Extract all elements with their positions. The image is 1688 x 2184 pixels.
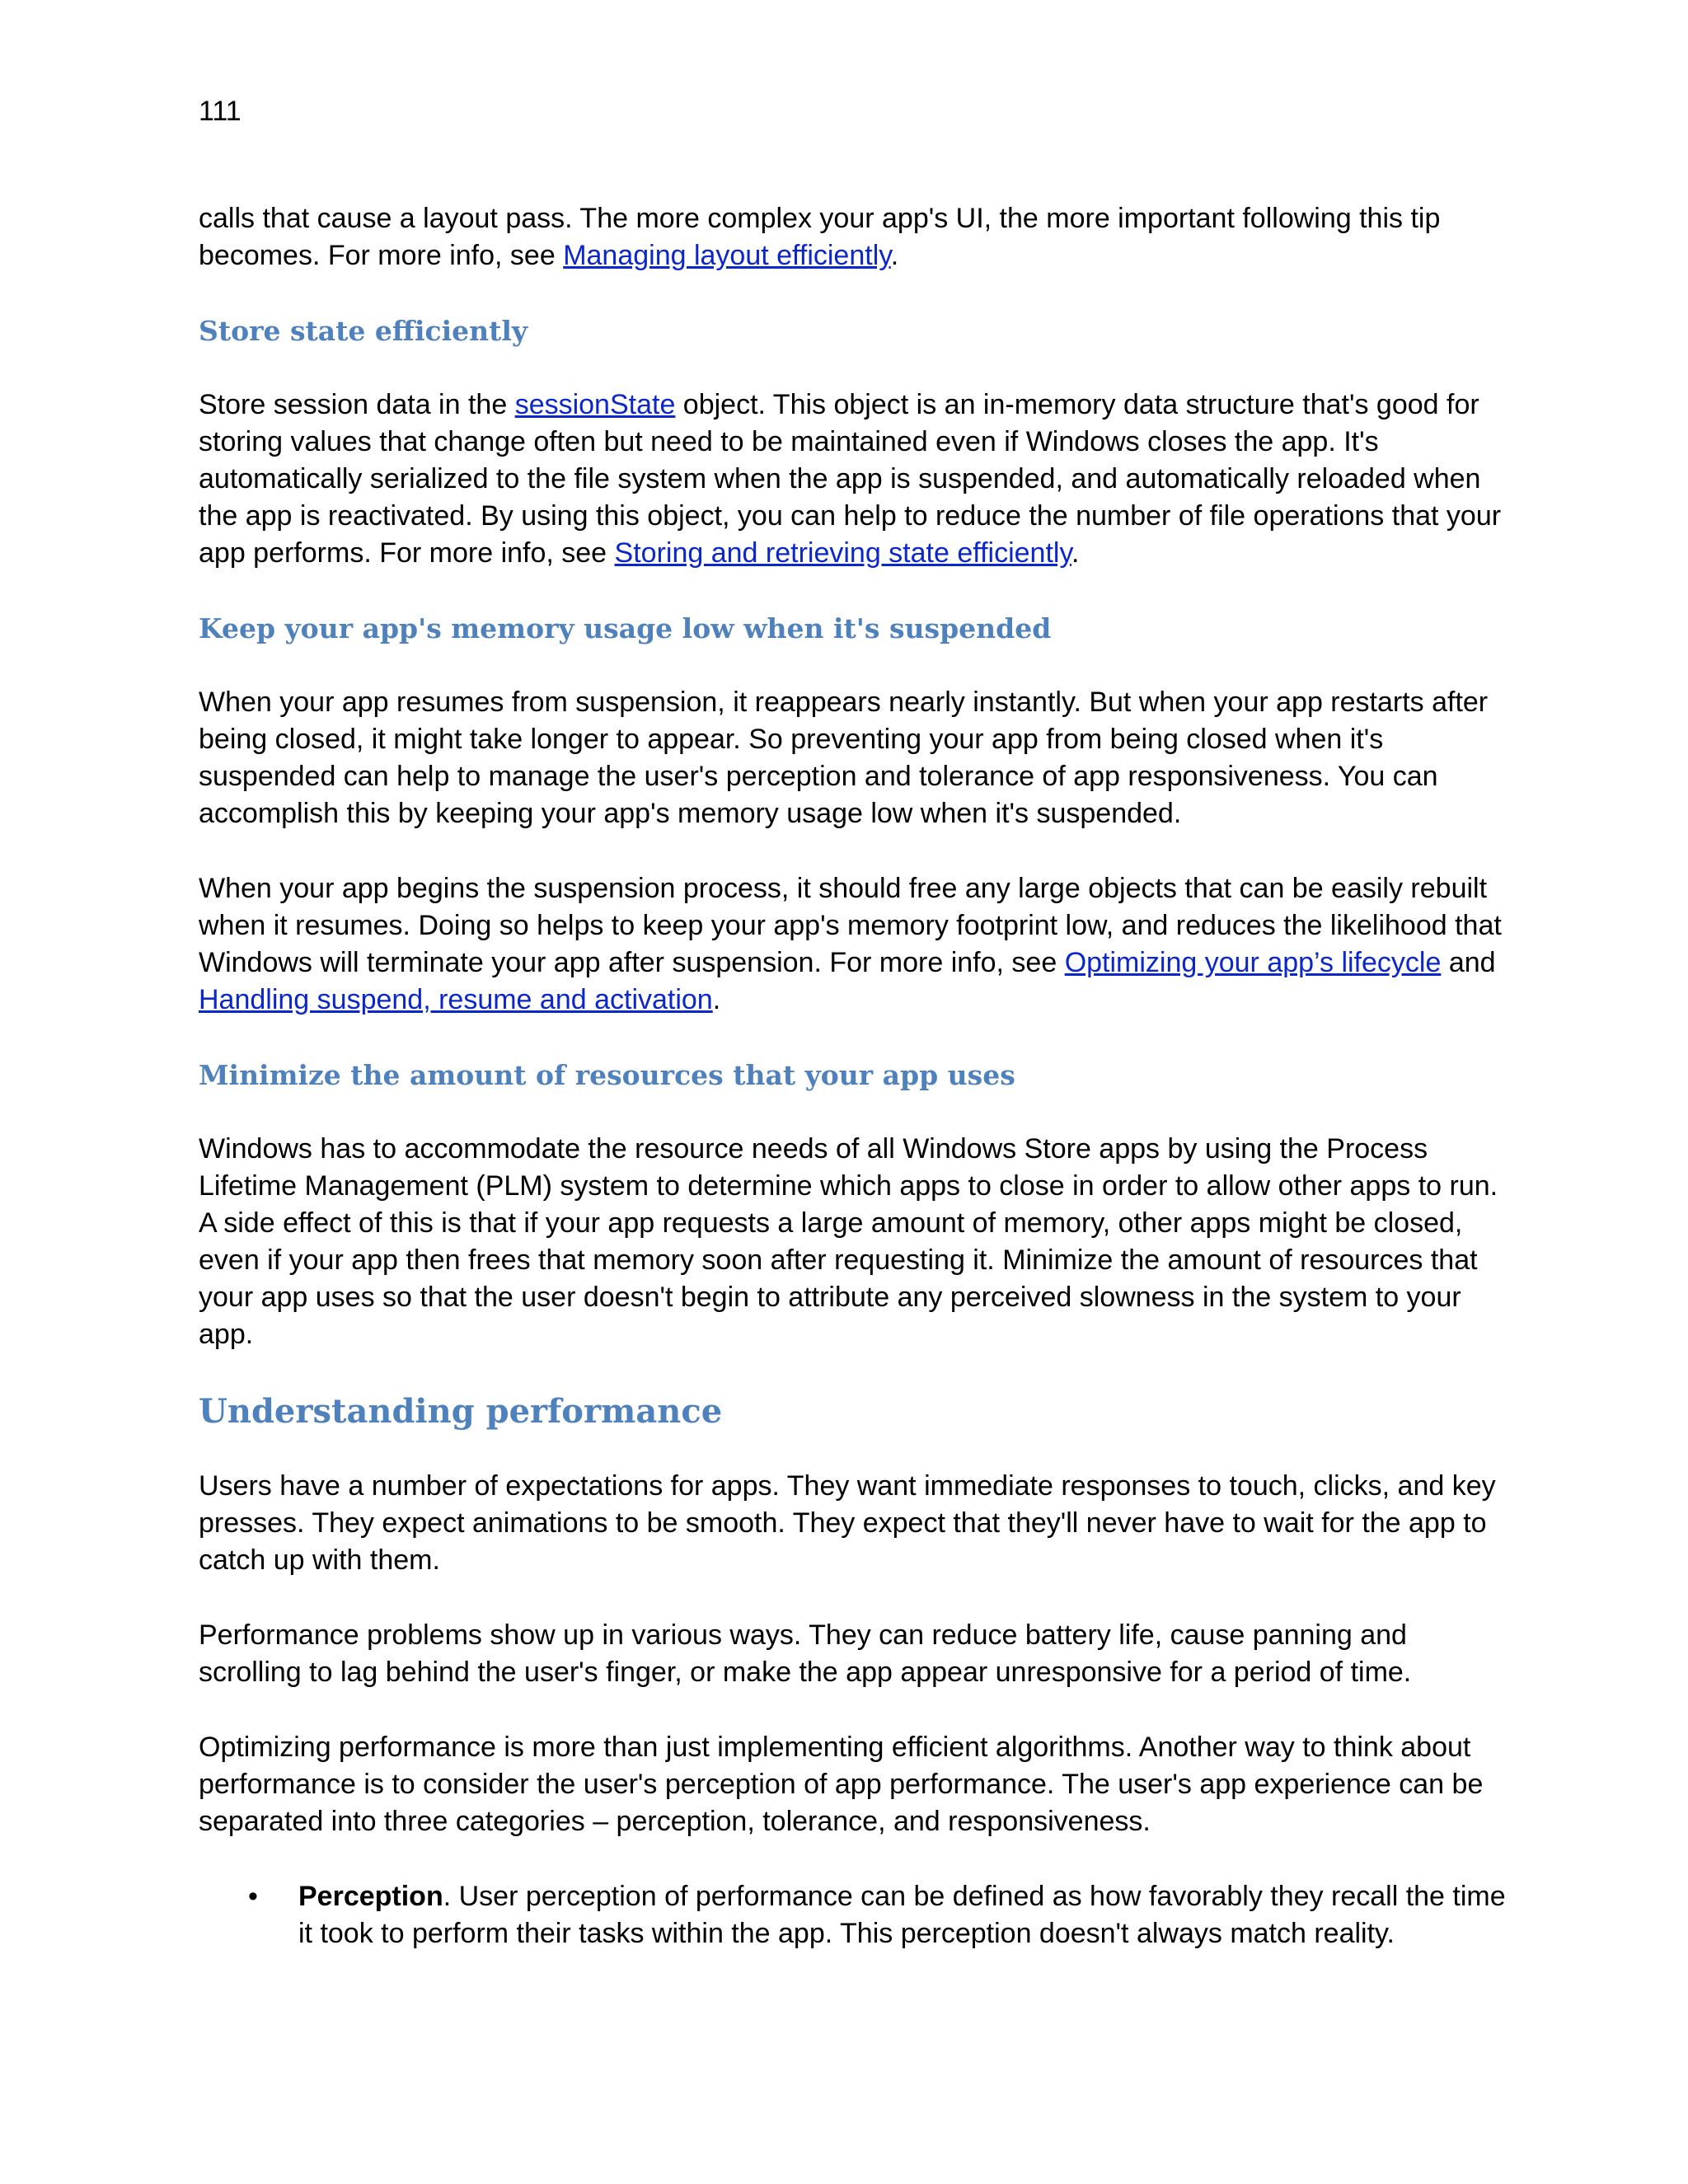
paragraph-text: .: [890, 240, 899, 271]
paragraph-text: and: [1441, 947, 1496, 978]
paragraph-understanding-3: Optimizing performance is more than just implementing efficient algorithms. Another way to think about performance is to consider the user's perception of app performance. The user's app experience can be separated into three categories – perception, tolerance, and responsiveness.: [199, 1732, 1484, 1837]
paragraph-store-state: [199, 387, 1517, 572]
paragraph-text: .: [712, 984, 721, 1015]
paragraph-understanding-1: Users have a number of expectations for apps. They want immediate responses to touch, clicks, and key presses. They expect animations to be smooth. They expect that they'll never have to wait for the app to catch up with them.: [199, 1470, 1496, 1576]
paragraph-text: Store session data in the: [199, 389, 515, 420]
page-number: 111: [199, 96, 241, 127]
paragraph-text: calls that cause a layout pass. The more complex your app's UI, the more important following this tip becomes. For more info, see: [199, 203, 1441, 271]
heading-minimize-resources: Minimize the amount of resources that your app uses: [199, 1059, 1015, 1091]
heading-store-state: Store state efficiently: [199, 315, 528, 347]
paragraph-text: object. This object is an in-memory data structure that's good for storing values that change often but need to be maintained even if Windows closes the app. It's automatically serialized to the file system when the app is suspended, and automatically reloaded when the app is reactivated. By using this object, you can help to reduce the number of file operations that your app performs. For more info, see: [199, 389, 1502, 569]
paragraph-memory-2: [199, 870, 1517, 1019]
link-sessionstate[interactable]: sessionState: [514, 389, 676, 420]
paragraph-text: When your app begins the suspension process, it should free any large objects that can be easily rebuilt when it resumes. Doing so helps to keep your app's memory footprint low, and reduces the likelihood that Windows will terminate your app after suspension. For more info, see: [199, 873, 1502, 978]
link-storing-retrieving-state[interactable]: Storing and retrieving state efficiently: [614, 537, 1071, 569]
paragraph-understanding-2: Performance problems show up in various ways. They can reduce battery life, cause panning and scrolling to lag behind the user's finger, or make the app appear unresponsive for a period of time.: [199, 1619, 1412, 1688]
link-handling-suspend-resume[interactable]: Handling suspend, resume and activation: [199, 984, 713, 1015]
page-content: [199, 200, 1517, 1952]
bullet-text: . User perception of performance can be defined as how favorably they recall the time it took to perform their tasks within the app. This perception doesn't always match reality.: [298, 1881, 1506, 1949]
heading-understanding-performance: Understanding performance: [199, 1392, 723, 1431]
paragraph-text: .: [1071, 537, 1080, 569]
paragraph-layout-pass: [199, 200, 1517, 274]
bullet-list: [199, 1878, 1517, 1952]
heading-memory-usage: Keep your app's memory usage low when it's suspended: [199, 612, 1052, 644]
link-managing-layout-efficiently[interactable]: Managing layout efficiently: [563, 240, 891, 271]
list-item: [199, 1878, 1517, 1952]
link-optimizing-app-lifecycle[interactable]: Optimizing your app’s lifecycle: [1064, 947, 1442, 978]
paragraph-resources: Windows has to accommodate the resource needs of all Windows Store apps by using the Process Lifetime Management (PLM) system to determine which apps to close in order to allow other apps to run. A side effect of this is that if your app requests a large amount of memory, other apps might be closed, even if your app then frees that memory soon after requesting it. Minimize the amount of resources that your app uses so that the user doesn't begin to attribute any perceived slowness in the system to your app.: [199, 1133, 1498, 1350]
paragraph-memory-1: When your app resumes from suspension, it reappears nearly instantly. But when your app restarts after being closed, it might take longer to appear. So preventing your app from being closed when it's suspended can help to manage the user's perception and tolerance of app responsiveness. You can accomplish this by keeping your app's memory usage low when it's suspended.: [199, 687, 1489, 829]
bullet-marker: •: [248, 1881, 258, 1912]
bullet-term: Perception: [298, 1881, 443, 1912]
